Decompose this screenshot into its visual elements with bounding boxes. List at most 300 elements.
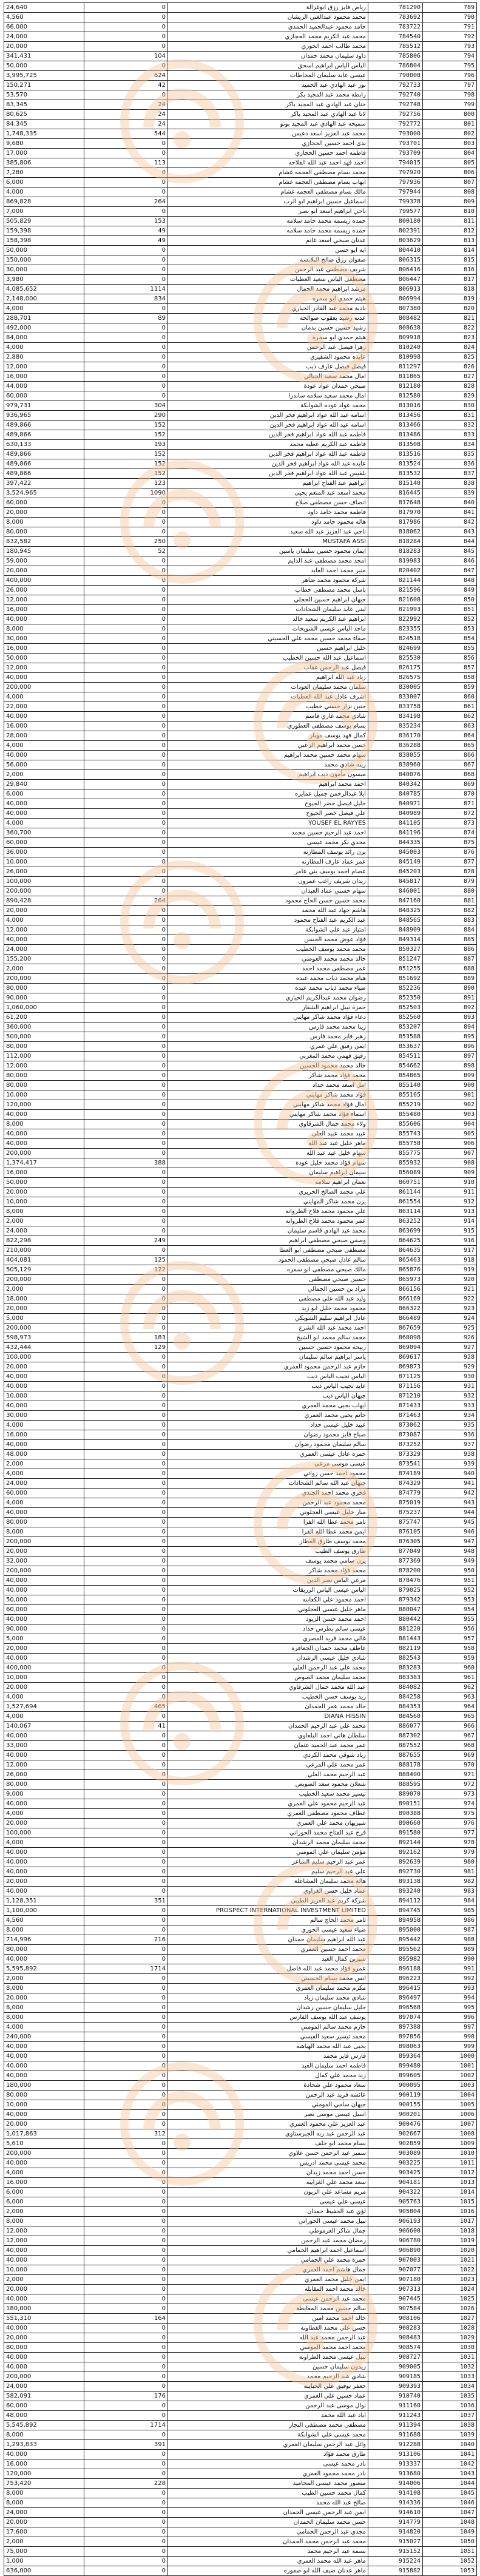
table-row (4, 683, 477, 692)
account-number-cell: 861554 (368, 1197, 423, 1207)
holder-name-cell: رمضان محمد عبد الرحمن (168, 2236, 368, 2246)
account-number-cell: 911243 (368, 2411, 423, 2421)
shares-cell: 0 (84, 1323, 168, 1333)
shares-cell: 0 (84, 955, 168, 964)
account-number-cell: 900155 (368, 2100, 423, 2110)
account-number-cell: 797920 (368, 168, 423, 178)
holder-name-cell: محمد عبد الهادي قاسم سليمان (168, 1226, 368, 1236)
account-number-cell: 905763 (368, 2197, 423, 2207)
table-row (4, 1323, 477, 1333)
account-number-cell: 895562 (368, 1945, 423, 1955)
row-number-cell: 981 (423, 1867, 477, 1877)
shares-cell: 0 (84, 1945, 168, 1955)
holder-name-cell: الياس عيسى الياس الزريقات (168, 1586, 368, 1595)
row-number-cell: 955 (423, 1615, 477, 1624)
shares-cell: 0 (84, 1925, 168, 1935)
row-number-cell: 859 (423, 683, 477, 692)
shares-cell: 0 (84, 1518, 168, 1527)
holder-name-cell: علي فيصل خضر الجيوح (168, 809, 368, 819)
amount-cell: 50,000 (4, 1595, 84, 1605)
amount-cell: 80,000 (4, 1945, 84, 1955)
account-number-cell: 836288 (368, 741, 423, 751)
row-number-cell: 927 (423, 1343, 477, 1353)
row-number-cell: 851 (423, 605, 477, 615)
row-number-cell: 800 (423, 110, 477, 120)
table-row (4, 1741, 477, 1751)
table-row (4, 2061, 477, 2071)
table-row (4, 2052, 477, 2061)
shares-cell: 0 (84, 2052, 168, 2061)
shares-cell: 0 (84, 2527, 168, 2537)
account-number-cell: 811297 (368, 362, 423, 372)
row-number-cell: 821 (423, 314, 477, 323)
table-row (4, 2149, 477, 2158)
account-number-cell: 840076 (368, 770, 423, 780)
table-row (4, 1848, 477, 1858)
holder-name-cell: PROSPECT INTERNATIONAL INVESTMENT LIMITED (168, 1906, 368, 1916)
shares-cell: 0 (84, 1081, 168, 1090)
amount-cell: 4,000 (4, 188, 84, 197)
holder-name-cell: حسن محمد سليمان الحمدان (168, 2518, 368, 2527)
shares-cell: 0 (84, 2324, 168, 2333)
table-row (4, 916, 477, 925)
account-number-cell: 781290 (368, 3, 423, 13)
account-number-cell: 884082 (368, 1683, 423, 1692)
row-number-cell: 853 (423, 624, 477, 634)
account-number-cell: 911688 (368, 2430, 423, 2440)
amount-cell: 40,000 (4, 712, 84, 722)
holder-name-cell: هاله محمود حامد داود (168, 518, 368, 527)
account-number-cell: 838960 (368, 760, 423, 770)
account-number-cell: 900095 (368, 2081, 423, 2091)
row-number-cell: 988 (423, 1935, 477, 1945)
amount-cell: 598,973 (4, 1333, 84, 1343)
shares-cell: 0 (84, 508, 168, 518)
table-row (4, 819, 477, 828)
account-number-cell: 868098 (368, 1333, 423, 1343)
amount-cell: 9,000 (4, 1790, 84, 1799)
holder-name-cell: امال محمد سعيد الجبالي (168, 372, 368, 382)
holder-name-cell: ابهاب بسام مصطفى العجمه غشام (168, 178, 368, 188)
shares-cell: 153 (84, 217, 168, 226)
holder-name-cell: خليل ابراهيم حسين (168, 644, 368, 654)
holder-name-cell: مرعي الياس نصر الدين (168, 1576, 368, 1586)
account-number-cell: 883283 (368, 1663, 423, 1673)
shares-cell: 0 (84, 644, 168, 654)
row-number-cell: 976 (423, 1819, 477, 1828)
row-number-cell: 1029 (423, 2333, 477, 2343)
amount-cell: 180,000 (4, 2081, 84, 2091)
holder-name-cell: اسماعيل احمد ابراهيم الحمامي (168, 2246, 368, 2256)
shares-cell: 0 (84, 1634, 168, 1644)
row-number-cell: 823 (423, 333, 477, 343)
table-row (4, 1867, 477, 1877)
account-number-cell: 863114 (368, 1207, 423, 1217)
amount-cell: 4,000 (4, 2023, 84, 2032)
row-number-cell: 961 (423, 1673, 477, 1683)
holder-name-cell: وليد عبد الله علي مصطفى (168, 1294, 368, 1304)
amount-cell: 936,965 (4, 411, 84, 421)
holder-name-cell: عيسى موسى مرعي (168, 1459, 368, 1469)
holder-name-cell: نبيل محمد عيسى الحوراني (168, 2217, 368, 2226)
row-number-cell: 842 (423, 518, 477, 527)
account-number-cell: 905804 (368, 2207, 423, 2217)
account-number-cell: 824699 (368, 644, 423, 654)
holder-name-cell: عمر عماد عارف المطارنه (168, 857, 368, 867)
shares-cell: 0 (84, 1226, 168, 1236)
amount-cell: 26,000 (4, 586, 84, 595)
holder-name-cell: زياد عبد الله ابراهيم (168, 673, 368, 683)
holder-name-cell: عماد خليل حسن الغزاوي (168, 1887, 368, 1896)
shares-cell: 834 (84, 294, 168, 304)
amount-cell: 12,000 (4, 2236, 84, 2246)
account-number-cell: 856089 (368, 1168, 423, 1178)
amount-cell: 60,000 (4, 1605, 84, 1615)
amount-cell: 90,000 (4, 993, 84, 1003)
holder-name-cell: جمال هاشم احمد العمري (168, 2265, 368, 2275)
table-row (4, 2324, 477, 2333)
account-number-cell: 816445 (368, 488, 423, 498)
amount-cell: 4,000 (4, 1498, 84, 1508)
table-row (4, 1964, 477, 1974)
holder-name-cell: امتياز عبد علي الشوابكة (168, 925, 368, 935)
amount-cell: 3,524,965 (4, 488, 84, 498)
amount-cell: 5,000 (4, 1634, 84, 1644)
shares-cell: 0 (84, 1362, 168, 1372)
account-number-cell: 861144 (368, 1188, 423, 1197)
holder-name-cell: لبنى عايد سليمان الشحادات (168, 605, 368, 615)
table-row (4, 120, 477, 129)
amount-cell: 59,000 (4, 556, 84, 566)
account-number-cell: 833758 (368, 702, 423, 712)
table-row (4, 411, 477, 421)
shares-cell: 0 (84, 207, 168, 217)
account-number-cell: 819983 (368, 556, 423, 566)
shares-cell: 152 (84, 459, 168, 469)
row-number-cell: 829 (423, 391, 477, 401)
amount-cell: 40,000 (4, 1858, 84, 1867)
table-row (4, 1275, 477, 1285)
account-number-cell: 902667 (368, 2129, 423, 2139)
shares-cell: 0 (84, 673, 168, 683)
shares-cell: 0 (84, 624, 168, 634)
account-number-cell: 904322 (368, 2188, 423, 2197)
amount-cell: 12,000 (4, 663, 84, 673)
holder-name-cell: محمد علي عبد الرحيم الحمدان (168, 1722, 368, 1731)
shares-cell: 0 (84, 595, 168, 605)
amount-cell: 2,000 (4, 1459, 84, 1469)
shares-cell: 0 (84, 1188, 168, 1197)
shares-cell: 0 (84, 1401, 168, 1411)
row-number-cell: 852 (423, 615, 477, 624)
shares-cell: 0 (84, 576, 168, 586)
table-row (4, 955, 477, 964)
amount-cell: 50,000 (4, 1178, 84, 1188)
shares-cell: 0 (84, 1692, 168, 1702)
row-number-cell: 990 (423, 1955, 477, 1964)
shares-cell: 0 (84, 1469, 168, 1479)
row-number-cell: 979 (423, 1848, 477, 1858)
amount-cell: 200,000 (4, 1323, 84, 1333)
amount-cell: 16,000 (4, 605, 84, 615)
holder-name-cell: ايلا عبدالرحمن جميل عمايره (168, 789, 368, 799)
account-number-cell: 806994 (368, 294, 423, 304)
shares-cell: 0 (84, 1537, 168, 1547)
table-row (4, 265, 477, 275)
row-number-cell: 1043 (423, 2469, 477, 2479)
amount-cell: 10,000 (4, 1197, 84, 1207)
account-number-cell: 841196 (368, 828, 423, 838)
table-row (4, 32, 477, 42)
amount-cell: 1,293,833 (4, 2440, 84, 2450)
account-number-cell: 908574 (368, 2343, 423, 2353)
shares-cell: 0 (84, 1003, 168, 1013)
account-number-cell: 840785 (368, 789, 423, 799)
table-row (4, 304, 477, 314)
amount-cell: 40,000 (4, 1955, 84, 1964)
account-number-cell: 855165 (368, 1090, 423, 1100)
table-row (4, 2527, 477, 2537)
table-row (4, 440, 477, 450)
holder-name-cell: هيثم حمدي ابو سمره (168, 294, 368, 304)
amount-cell: 4,000 (4, 1469, 84, 1479)
shares-cell: 0 (84, 1440, 168, 1450)
holder-name-cell: عيسى سالم بطرس حداد (168, 1624, 368, 1634)
holder-name-cell: شركة محمود محمد ضاهر (168, 576, 368, 586)
row-number-cell: 919 (423, 1265, 477, 1275)
shares-cell: 0 (84, 2508, 168, 2518)
row-number-cell: 839 (423, 488, 477, 498)
row-number-cell: 802 (423, 129, 477, 139)
shares-cell: 0 (84, 916, 168, 925)
table-row (4, 654, 477, 663)
shares-cell: 0 (84, 828, 168, 838)
shares-cell: 0 (84, 634, 168, 644)
amount-cell: 8,000 (4, 2489, 84, 2498)
row-number-cell: 948 (423, 1547, 477, 1557)
row-number-cell: 998 (423, 2032, 477, 2042)
table-row (4, 605, 477, 615)
amount-cell: 80,000 (4, 1042, 84, 1052)
row-number-cell: 983 (423, 1887, 477, 1896)
amount-cell: 10,000 (4, 857, 84, 867)
account-number-cell: 807380 (368, 304, 423, 314)
amount-cell: 40,000 (4, 2042, 84, 2052)
shares-cell: 183 (84, 1333, 168, 1343)
shares-cell: 0 (84, 605, 168, 615)
table-row (4, 1071, 477, 1081)
amount-cell: 33,000 (4, 1741, 84, 1751)
table-row (4, 217, 477, 226)
shares-cell: 0 (84, 362, 168, 372)
row-number-cell: 949 (423, 1557, 477, 1566)
account-number-cell: 809918 (368, 333, 423, 343)
shares-cell: 0 (84, 1479, 168, 1489)
holder-name-cell: هيثم حمدي ابو سمرة (168, 333, 368, 343)
account-number-cell: 886077 (368, 1722, 423, 1731)
holder-name-cell: حنان عبد الهادي عبد المجيد باكر (168, 100, 368, 110)
shares-cell: 351 (84, 1896, 168, 1906)
row-number-cell: 885 (423, 935, 477, 945)
account-number-cell: 871210 (368, 1391, 423, 1401)
table-row (4, 430, 477, 440)
amount-cell: 150,000 (4, 255, 84, 265)
holder-name-cell: محمد احمد حسين العمري (168, 1945, 368, 1955)
table-row (4, 1780, 477, 1790)
row-number-cell: 1049 (423, 2527, 477, 2537)
shares-cell: 0 (84, 1110, 168, 1120)
amount-cell: 2,148,000 (4, 294, 84, 304)
account-number-cell: 912288 (368, 2440, 423, 2450)
shares-cell: 24 (84, 100, 168, 110)
row-number-cell: 917 (423, 1246, 477, 1256)
row-number-cell: 956 (423, 1624, 477, 1634)
shares-cell: 0 (84, 789, 168, 799)
amount-cell: 200,000 (4, 2372, 84, 2382)
account-number-cell: 866169 (368, 1294, 423, 1304)
row-number-cell: 1003 (423, 2081, 477, 2091)
amount-cell: 22,000 (4, 702, 84, 712)
account-number-cell: 792733 (368, 81, 423, 90)
amount-cell: 200,000 (4, 887, 84, 896)
shares-cell: 388 (84, 1158, 168, 1168)
amount-cell: 50,000 (4, 246, 84, 255)
shares-cell: 0 (84, 2081, 168, 2091)
row-number-cell: 1007 (423, 2120, 477, 2129)
row-number-cell: 1046 (423, 2498, 477, 2508)
table-row (4, 178, 477, 188)
table-row (4, 52, 477, 61)
holder-name-cell: فاطمه احمد سليمان العبد (168, 2061, 368, 2071)
amount-cell: 140,067 (4, 1722, 84, 1731)
holder-name-cell: خليل فيصل خضر الجيوح (168, 799, 368, 809)
holder-name-cell: حسن احمد محمد زيدان (168, 2168, 368, 2178)
shares-cell: 0 (84, 1867, 168, 1877)
amount-cell: 40,000 (4, 2071, 84, 2081)
table-row (4, 964, 477, 974)
account-number-cell: 874779 (368, 1489, 423, 1498)
table-row (4, 809, 477, 819)
table-row (4, 188, 477, 197)
holder-name-cell: رفيق فهمي محمد المغربي (168, 1052, 368, 1061)
table-row (4, 1984, 477, 1993)
row-number-cell: 899 (423, 1071, 477, 1081)
table-row (4, 1149, 477, 1158)
holder-name-cell: شادي خليل عيسى الرشدان (168, 1654, 368, 1663)
shares-cell: 0 (84, 683, 168, 692)
holder-name-cell: شريف مصطفى عبد الرحمن (168, 265, 368, 275)
table-row (4, 2188, 477, 2197)
holder-name-cell: اسيل عيسى موسى نصر (168, 2110, 368, 2120)
holder-name-cell: طارق يوسف الطيب (168, 1547, 368, 1557)
table-row (4, 1537, 477, 1547)
row-number-cell: 891 (423, 993, 477, 1003)
row-number-cell: 937 (423, 1440, 477, 1450)
amount-cell: 4,000 (4, 1712, 84, 1722)
table-row (4, 867, 477, 877)
shares-cell: 0 (84, 1974, 168, 1984)
account-number-cell: 803629 (368, 236, 423, 246)
shares-cell: 0 (84, 1566, 168, 1576)
table-row (4, 1518, 477, 1527)
holder-name-cell: عايده محمود الشقيري (168, 353, 368, 362)
holder-name-cell: عيسى عايد سليمان المحاطات (168, 71, 368, 81)
account-number-cell: 810998 (368, 353, 423, 362)
account-number-cell: 850327 (368, 945, 423, 955)
shares-cell: 0 (84, 1197, 168, 1207)
amount-cell: 1,100,000 (4, 1906, 84, 1916)
shares-cell: 0 (84, 1993, 168, 2003)
table-row (4, 294, 477, 304)
account-number-cell: 848325 (368, 906, 423, 916)
shares-cell: 49 (84, 236, 168, 246)
amount-cell: 2,000 (4, 770, 84, 780)
row-number-cell: 950 (423, 1566, 477, 1576)
amount-cell: 4,000 (4, 2168, 84, 2178)
account-number-cell: 836170 (368, 731, 423, 741)
row-number-cell: 873 (423, 819, 477, 828)
amount-cell: 505,829 (4, 217, 84, 226)
account-number-cell: 806315 (368, 255, 423, 265)
table-row (4, 1799, 477, 1809)
row-number-cell: 871 (423, 799, 477, 809)
amount-cell: 3,980 (4, 275, 84, 285)
table-row (4, 925, 477, 935)
amount-cell: 40,000 (4, 1887, 84, 1896)
shares-cell: 0 (84, 702, 168, 712)
table-row (4, 692, 477, 702)
holder-name-cell: امال محمد سعيد سلامه ساندرا (168, 391, 368, 401)
table-row (4, 1838, 477, 1848)
table-row (4, 663, 477, 673)
account-number-cell: 903225 (368, 2158, 423, 2168)
shares-cell: 0 (84, 2498, 168, 2508)
amount-cell: 8,000 (4, 2013, 84, 2023)
holder-name-cell: ماهر عبد الله محمد العمري (168, 2557, 368, 2566)
holder-name-cell: زيد محمد علي كمال (168, 2071, 368, 2081)
holder-name-cell: سالم سليمان محمود رضوان (168, 1440, 368, 1450)
holder-name-cell: نادر محمد عيسى (168, 2459, 368, 2469)
account-number-cell: 792756 (368, 110, 423, 120)
amount-cell: 12,000 (4, 1061, 84, 1071)
holder-name-cell: خالد محمد عمر الحمدان (168, 1702, 368, 1712)
row-number-cell: 1000 (423, 2052, 477, 2061)
holder-name-cell: ميسون مأمون ذيب ابراهيم (168, 770, 368, 780)
holder-name-cell: محمد حسين حسن الحاج محمود (168, 896, 368, 906)
account-number-cell: 865973 (368, 1275, 423, 1285)
holder-name-cell: رياض فايز رزق ابوغزالة (168, 3, 368, 13)
account-number-cell: 792772 (368, 120, 423, 129)
holder-name-cell: نادر محمد محمود العمري (168, 2469, 368, 2479)
account-number-cell: 808482 (368, 314, 423, 323)
row-number-cell: 881 (423, 896, 477, 906)
holder-name-cell: اشرف عادل عبد الله العطيات (168, 692, 368, 702)
shares-cell: 0 (84, 2168, 168, 2178)
account-number-cell: 887302 (368, 1731, 423, 1741)
table-row (4, 1430, 477, 1440)
shares-cell: 264 (84, 197, 168, 207)
account-number-cell: 866322 (368, 1304, 423, 1314)
holder-name-cell: عبد الكريم عبد الفتاح محمود (168, 916, 368, 925)
shares-cell: 0 (84, 246, 168, 255)
shares-cell: 0 (84, 13, 168, 22)
amount-cell: 492,000 (4, 323, 84, 333)
account-number-cell: 867659 (368, 1323, 423, 1333)
amount-cell: 40,000 (4, 1440, 84, 1450)
shares-cell: 0 (84, 1586, 168, 1595)
amount-cell: 100,000 (4, 1353, 84, 1362)
amount-cell: 2,000 (4, 2275, 84, 2285)
